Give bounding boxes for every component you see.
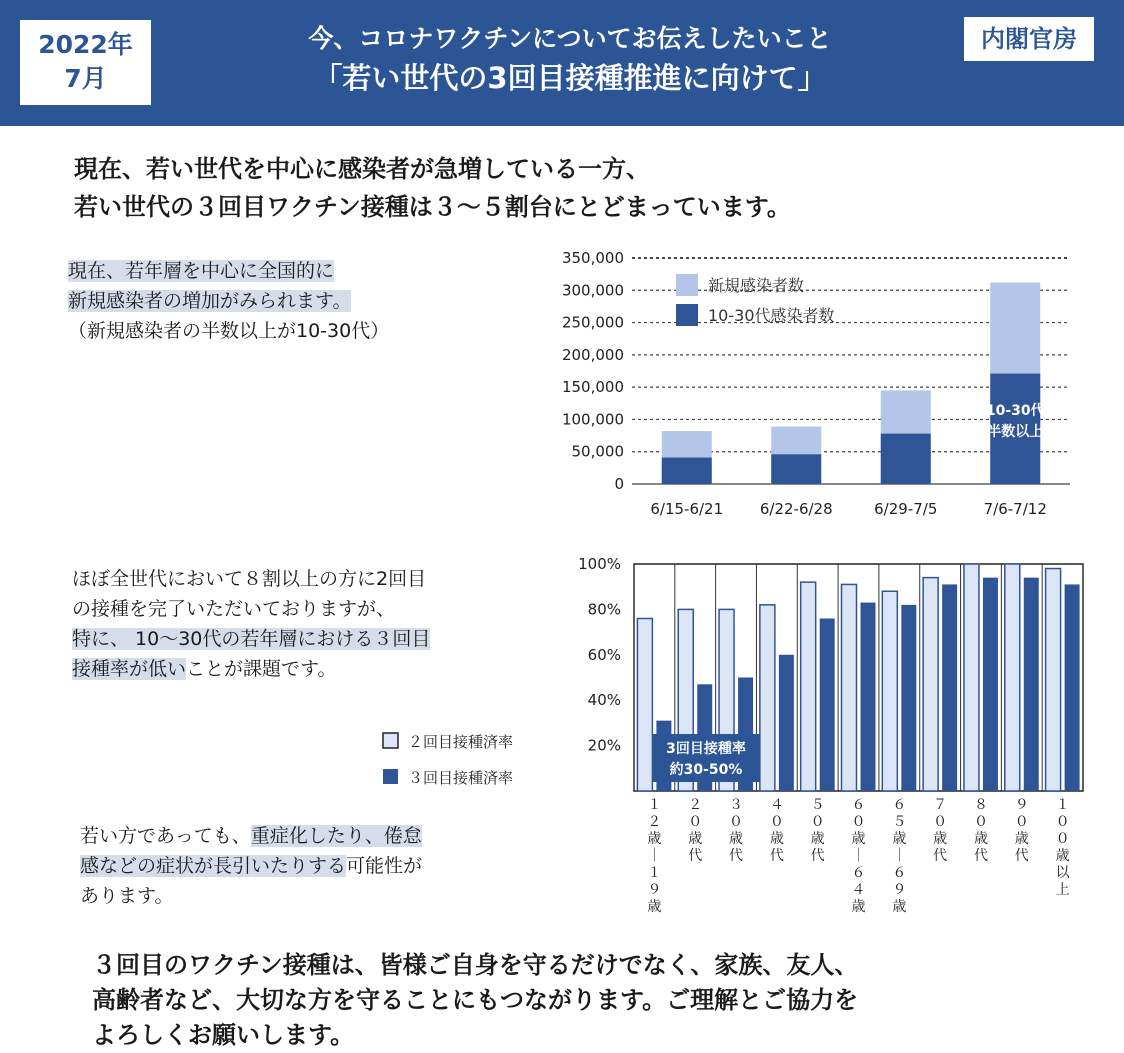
x-tick-label: ７０歳代 [933, 797, 948, 864]
y-tick-label: 200,000 [561, 345, 624, 364]
bar-dose2 [1046, 569, 1061, 791]
date-badge [20, 20, 151, 105]
severity-text-line2a: 感などの症状が長引いたりする [80, 855, 347, 877]
infection-text-line2: 新規感染者の増加がみられます。 [68, 290, 352, 312]
bar-dose2 [801, 582, 816, 791]
vaccination-text-line4a: 接種率が低い [72, 658, 187, 680]
annotation-line1: 10-30代 [985, 403, 1045, 419]
x-tick-label: 6/29-7/5 [874, 500, 938, 518]
y-tick-label: 250,000 [561, 313, 624, 332]
bar-dose3 [1024, 578, 1039, 791]
vaccination-text-line4b: ことが課題です。 [186, 658, 337, 680]
x-tick-label: 6/15-6/21 [650, 500, 724, 518]
infection-text-line3: （新規感染者の半数以上が10-30代） [68, 320, 390, 342]
page-title [180, 22, 960, 98]
x-tick-label: ６０歳｜６４歳 [851, 797, 866, 915]
closing-message [92, 948, 858, 1053]
bar-dose3 [983, 578, 998, 791]
bar-dose2 [923, 578, 938, 791]
severity-text-line1b: 重症化したり、倦怠 [250, 825, 422, 847]
bar-young [771, 454, 821, 484]
x-tick-label: ６５歳｜６９歳 [892, 797, 907, 915]
closing-line3: よろしくお願いします。 [92, 1021, 355, 1049]
legend-label-total: 新規感染者数 [708, 276, 805, 295]
bar-young [662, 458, 712, 484]
y-tick-label: 50,000 [571, 442, 624, 461]
y-tick-label: 0 [614, 475, 624, 493]
closing-line2: 高齢者など、大切な方を守ることにもつながります。ご理解とご協力を [92, 986, 859, 1014]
bar-dose2 [637, 618, 652, 791]
date-month: 7月 [64, 64, 107, 93]
y-tick-label: 150,000 [561, 378, 624, 397]
x-tick-label: ９０歳代 [1014, 797, 1029, 864]
annotation-line2: 半数以上 [987, 424, 1044, 440]
bar-dose3 [1065, 584, 1080, 791]
headline-line2: 若い世代の３回目ワクチン接種は３～５割台にとどまっています。 [74, 193, 791, 221]
severity-text [80, 821, 422, 911]
issuer-badge: 内閣官房 [964, 17, 1094, 61]
bar-dose3 [861, 603, 876, 791]
vaccination-chart [370, 550, 1090, 940]
annotation-line2: 約30-50% [669, 762, 743, 778]
bar-dose3 [942, 584, 957, 791]
vaccination-text-line1: ほぼ全世代において８割以上の方に2回目 [72, 568, 427, 590]
y-tick-label: 100,000 [561, 410, 624, 429]
vaccination-text-line3: 特に、 10～30代の若年層における３回目 [72, 628, 431, 650]
annotation-line1: 3回目接種率 [666, 741, 746, 757]
bar-dose2 [842, 584, 857, 791]
y-tick-label: 100% [578, 555, 621, 573]
infection-text [68, 256, 389, 346]
bar-dose3 [901, 605, 916, 791]
bar-dose2 [964, 564, 979, 791]
date-year: 2022年 [38, 30, 133, 59]
infection-chart [540, 238, 1100, 528]
y-tick-label: 40% [587, 691, 621, 710]
y-tick-label: 60% [587, 645, 621, 664]
x-tick-label: ４０歳代 [769, 797, 784, 864]
legend-label-dose3: ３回目接種済率 [408, 769, 514, 787]
x-tick-label: ５０歳代 [810, 797, 825, 864]
y-tick-label: 20% [587, 736, 621, 755]
x-tick-label: ３０歳代 [729, 797, 744, 864]
legend-swatch-dose2 [383, 733, 398, 748]
legend-label-dose2: ２回目接種済率 [408, 733, 514, 751]
x-tick-label: ８０歳代 [973, 797, 988, 864]
legend-label-young: 10-30代感染者数 [708, 306, 835, 325]
severity-text-line1a: 若い方であっても、 [80, 825, 251, 847]
vaccination-text-line2: の接種を完了いただいておりますが、 [72, 598, 396, 620]
title-line2: 「若い世代の3回目接種推進に向けて」 [313, 61, 827, 95]
x-tick-label: １００歳以上 [1055, 797, 1070, 898]
legend-swatch-total [676, 274, 698, 296]
severity-text-line2b: 可能性が [346, 855, 423, 877]
x-tick-label: ２０歳代 [688, 797, 703, 864]
headline [74, 150, 791, 226]
y-tick-label: 350,000 [561, 249, 624, 267]
x-tick-label: １２歳｜１９歳 [647, 797, 662, 915]
y-tick-label: 80% [587, 600, 621, 619]
severity-text-line3: あります。 [80, 885, 174, 907]
x-tick-label: 7/6-7/12 [983, 500, 1047, 518]
bar-dose2 [1005, 564, 1020, 791]
headline-line1: 現在、若い世代を中心に感染者が急増している一方、 [74, 155, 650, 183]
bar-young [881, 434, 931, 484]
y-tick-label: 300,000 [561, 281, 624, 300]
title-line1: 今、コロナワクチンについてお伝えしたいこと [308, 24, 832, 53]
bar-dose3 [779, 655, 794, 791]
header-banner [0, 0, 1124, 126]
infection-text-line1: 現在、若年層を中心に全国的に [68, 260, 335, 282]
x-tick-label: 6/22-6/28 [759, 500, 833, 518]
legend-swatch-dose3 [383, 769, 398, 784]
bar-dose2 [882, 591, 897, 791]
bar-dose2 [760, 605, 775, 791]
bar-dose3 [820, 618, 835, 791]
closing-line1: ３回目のワクチン接種は、皆様ご自身を守るだけでなく、家族、友人、 [92, 951, 859, 979]
legend-swatch-young [676, 304, 698, 326]
